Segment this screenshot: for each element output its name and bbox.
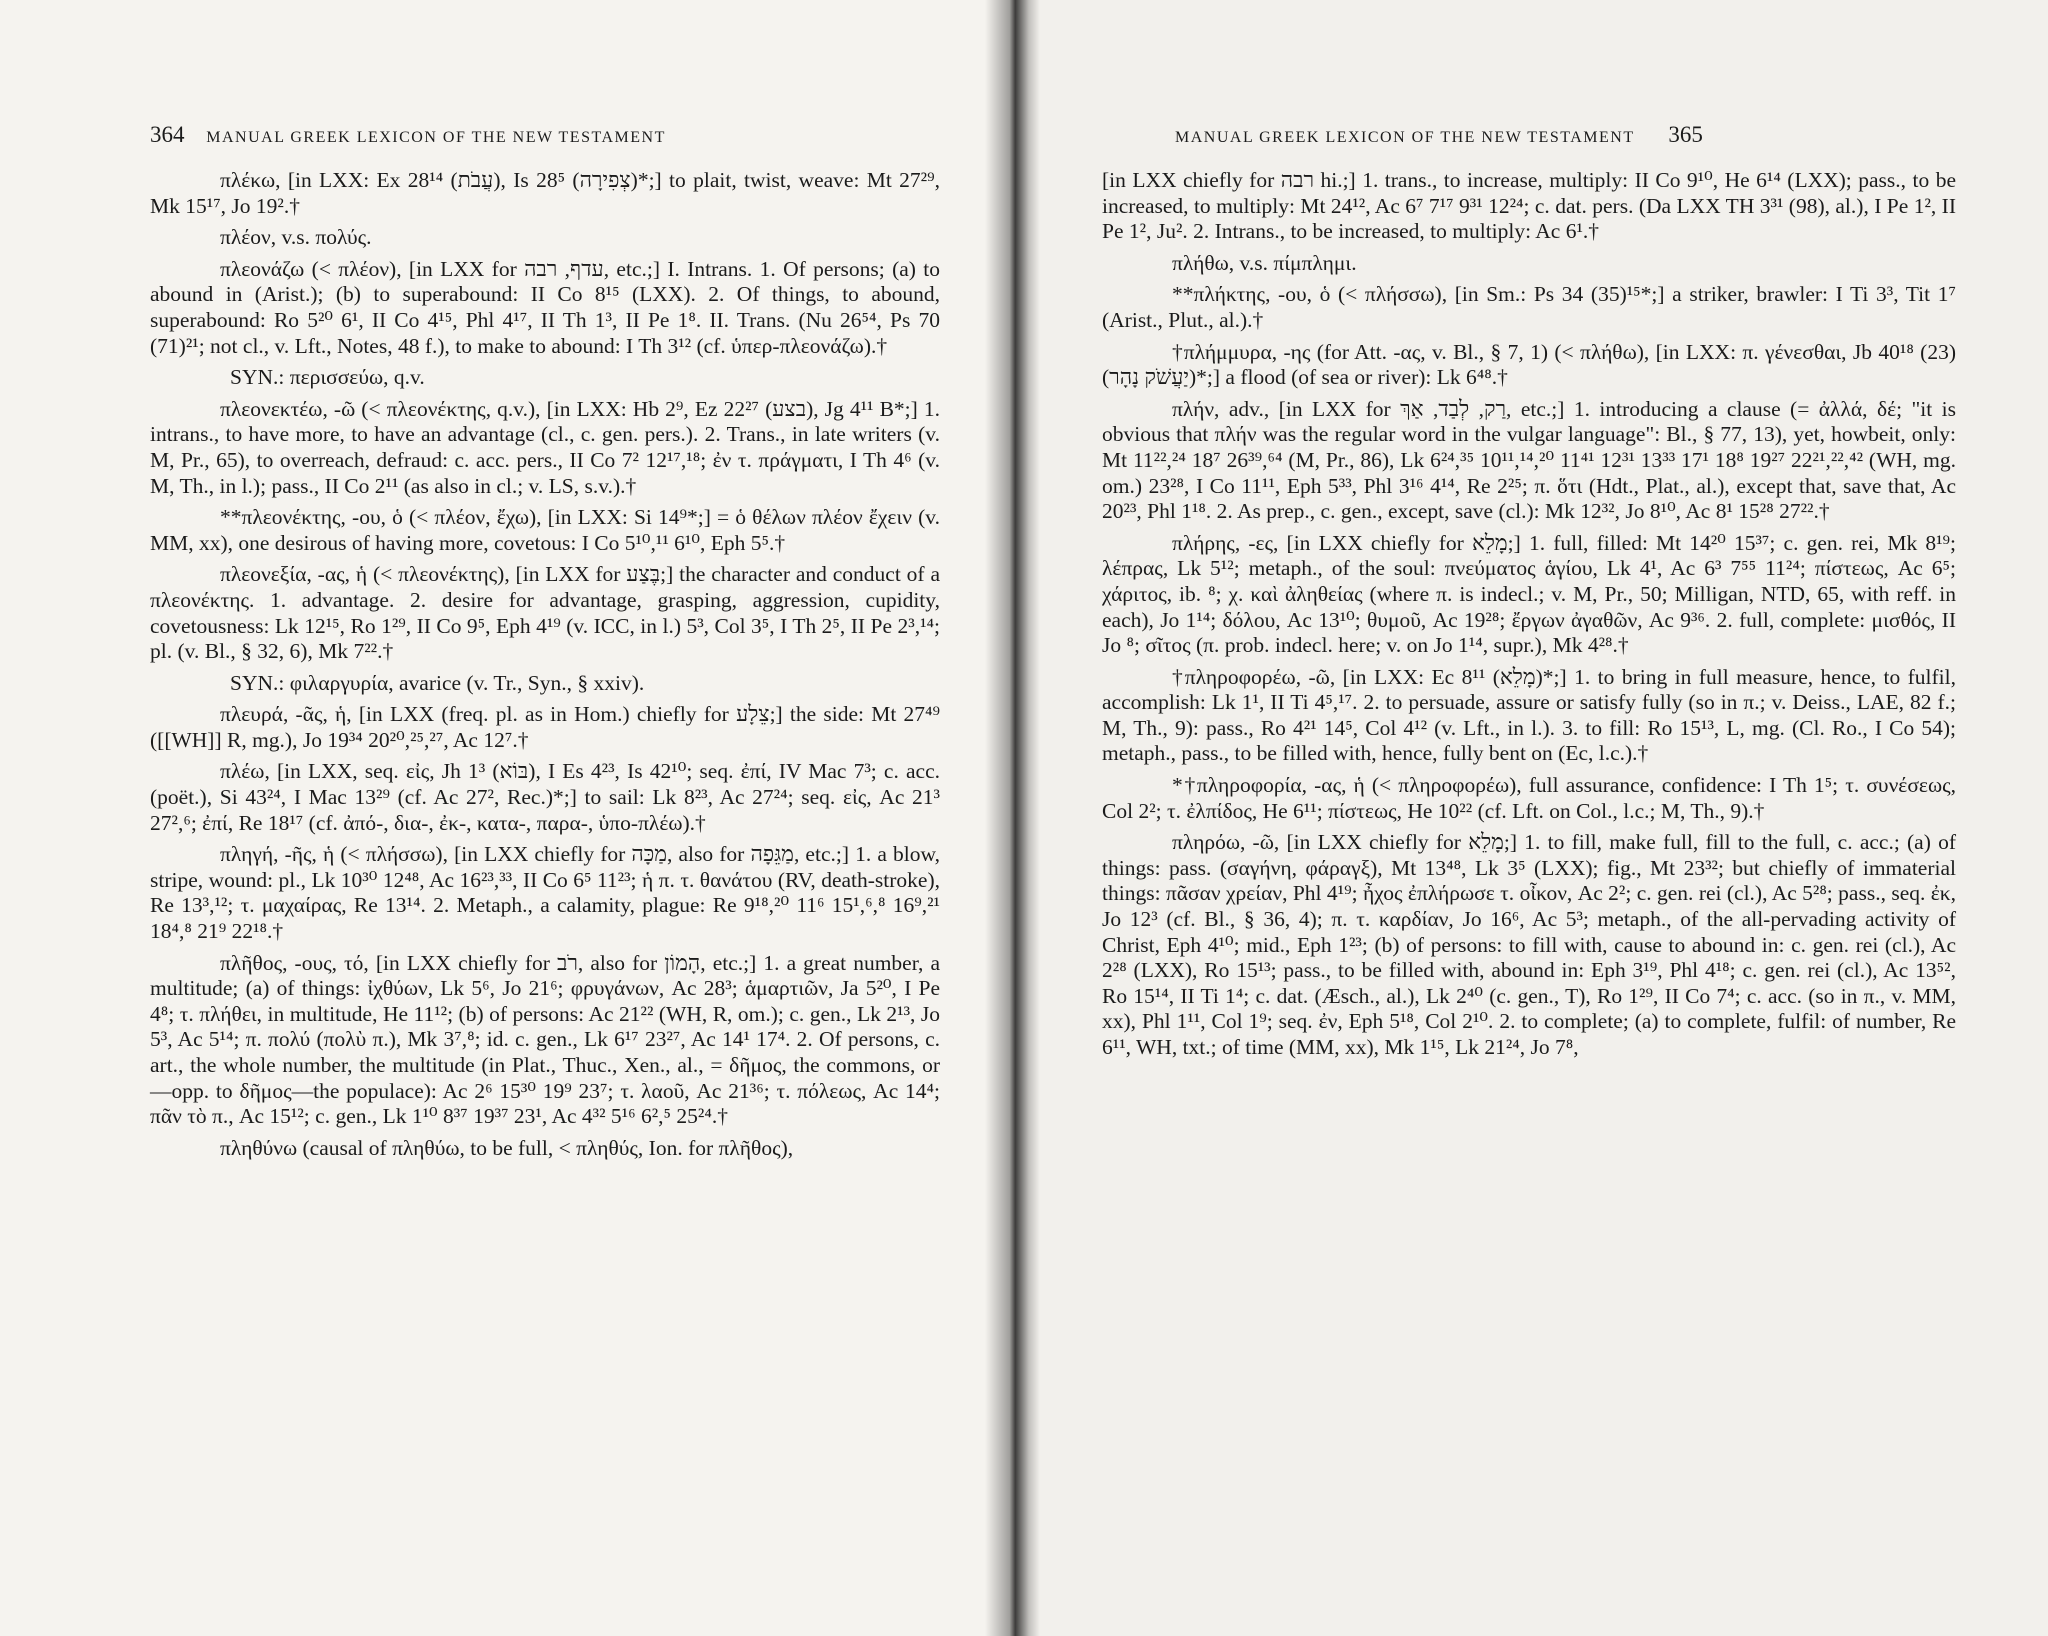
lexicon-entry: πληρόω, -ῶ, [in LXX chiefly for מָלֵא;] 1. to fill, make full, fill to the full, c. acc.; (a) of things: pass. (σαγήνη, φάραγξ), Mt 13⁴⁸, Lk 3⁵ (LXX); fig., Mt 23³²; but chiefly of immaterial things: πᾶσαν χρείαν, Phl 4¹⁹; ἦχος ἐπλήρωσε τ. οἶκον, Ac 2²; c. gen. rei (cl.), Ac 5²⁸; pass., seq. ἐκ, Jo 12³ (cf. Bl., § 36, 4); π. τ. καρδίαν, Jo 16⁶, Ac 5³; metaph., of the all-pervading activity of Christ, Eph 4¹⁰; mid., Eph 1²³; (b) of persons: to fill with, cause to abound in: c. gen. rei (cl.), Ac 2²⁸ (LXX), Ro 15¹³; pass., to be filled with, abound in: Eph 3¹⁹, Phl 4¹⁸; c. gen. rei (cl.), Ac 13⁵², Ro 15¹⁴, II Ti 1⁴; c. dat. (Æsch., al.), Lk 2⁴⁰ (c. gen., T), Ro 1²⁹, II Co 7⁴; c. acc. (so in π., v. MM, xx), Phl 1¹¹, Col 1⁹; seq. ἐν, Eph 5¹⁸, Col 2¹⁰. 2. to complete; (a) to complete, fulfil: of number, Re 6¹¹, WH, txt.; of time (MM, xx), Mk 1¹⁵, Lk 21²⁴, Jo 7⁸, — [1102, 830, 1957, 1059]
lexicon-entry: *†πληροφορία, -ας, ἡ (< πληροφορέω), full assurance, confidence: I Th 1⁵; τ. συνέσεως, Col 2²; τ. ἐλπίδος, He 6¹¹; πίστεως, He 10²² (cf. Lft. on Col., l.c.; M, Th., 9).† — [1102, 773, 1956, 823]
lexicon-entry: πλεονεξία, -ας, ἡ (< πλεονέκτης), [in LXX for בֶּצַע;] the character and conduct of a πλεονέκτης. 1. advantage. 2. desire for advantage, grasping, aggression, cupidity, covetousness: Lk 12¹⁵, Ro 1²⁹, II Co 9⁵, Eph 4¹⁹ (v. ICC, in l.) 5³, Col 3⁵, I Th 2⁵, II Pe 2³,¹⁴; pl. (v. Bl., § 32, 6), Mk 7²².† — [150, 562, 940, 664]
right-page-number: 365 — [1668, 122, 1703, 147]
left-page — [0, 0, 1010, 1636]
right-running-head-title: MANUAL GREEK LEXICON OF THE NEW TESTAMENT — [1175, 129, 1635, 146]
lexicon-entry: πλευρά, -ᾶς, ἡ, [in LXX (freq. pl. as in Hom.) chiefly for צֵלָע;] the side: Mt 27⁴⁹ ([[WH]] R, mg.), Jo 19³⁴ 20²⁰,²⁵,²⁷, Ac 12⁷.† — [150, 702, 941, 752]
lexicon-entry: πληγή, -ῆς, ἡ (< πλήσσω), [in LXX chiefly for מַכָּה, also for מַגֵּפָה, etc.;] 1. a blow, stripe, wound: pl., Lk 10³⁰ 12⁴⁸, Ac 16²³,³³, II Co 6⁵ 11²³; ἡ π. τ. θανάτου (RV, death-stroke), Re 13³,¹²; τ. μαχαίρας, Re 13¹⁴. 2. Metaph., a calamity, plague: Re 9¹⁸,²⁰ 11⁶ 15¹,⁶,⁸ 16⁹,²¹ 18⁴,⁸ 21⁹ 22¹⁸.† — [150, 842, 941, 944]
synonym-note: SYN.: φιλαργυρία, avarice (v. Tr., Syn., § xxiv). — [230, 670, 645, 695]
lexicon-entry: πλεονάζω (< πλέον), [in LXX for עדף, רבה, etc.;] I. Intrans. 1. Of persons; (a) to abound in (Arist.); (b) to superabound: II Co 8¹⁵ (LXX). 2. Of things, to abound, superabound: Ro 5²⁰ 6¹, II Co 4¹⁵, Phl 4¹⁷, II Th 1³, II Pe 1⁸. II. Trans. (Nu 26⁵⁴, Ps 70 (71)²¹; not cl., v. Lft., Notes, 48 f.), to make to abound: I Th 3¹² (cf. ὑπερ-πλεονάζω).† — [150, 256, 940, 358]
book-gutter-shadow — [985, 0, 1040, 1636]
right-page — [1010, 0, 2048, 1636]
left-running-header — [150, 122, 666, 148]
lexicon-entry: **πλήκτης, -ου, ὁ (< πλήσσω), [in Sm.: Ps 34 (35)¹⁵*;] a striker, brawler: I Ti 3³, Tit 1⁷ (Arist., Plut., al.).† — [1102, 282, 1956, 332]
lexicon-entry: πλέον, v.s. πολύς. — [220, 225, 372, 250]
lexicon-entry: †πλήμμυρα, -ης (for Att. -ας, v. Bl., § 7, 1) (< πλήθω), [in LXX: π. γένεσθαι, Jb 40¹⁸ (23) (יַעֲשֹׁק נָהָר)*;] a flood (of sea or river): Lk 6⁴⁸.† — [1102, 339, 1956, 390]
lexicon-entry: πλῆθος, -ους, τό, [in LXX chiefly for רֹב, also for הָמוֹן, etc.;] 1. a great number, a multitude; (a) of things: ἰχθύων, Lk 5⁶, Jo 21⁶; φρυγάνων, Ac 28³; ἁμαρτιῶν, Ja 5²⁰, I Pe 4⁸; τ. πλήθει, in multitude, He 11¹²; (b) of persons: Ac 21²² (WH, R, om.); c. gen., Lk 2¹³, Jo 5³, Ac 5¹⁴; π. πολύ (πολὺ π.), Mk 3⁷,⁸; id. c. gen., Lk 6¹⁷ 23²⁷, Ac 14¹ 17⁴. 2. Of persons, c. art., the whole number, the multitude (in Plat., Thuc., Xen., al., = δῆμος, the commons, or—opp. to δῆμος—the populace): Ac 2⁶ 15³⁰ 19⁹ 23⁷; τ. λαοῦ, Ac 21³⁶; τ. πόλεως, Ac 14⁴; πᾶν τὸ π., Ac 15¹²; c. gen., Lk 1¹⁰ 8³⁷ 19³⁷ 23¹, Ac 4³² 5¹⁶ 6²,⁵ 25²⁴.† — [150, 950, 941, 1129]
left-running-head-title: MANUAL GREEK LEXICON OF THE NEW TESTAMENT — [206, 129, 666, 146]
lexicon-entry: πλήρης, -ες, [in LXX chiefly for מָלֵא;] 1. full, filled: Mt 14²⁰ 15³⁷; c. gen. rei, Mk 8¹⁹; λέπρας, Lk 5¹²; metaph., of the soul: πνεύματος ἁγίου, Lk 4¹, Ac 6³ 7⁵⁵ 11²⁴; πίστεως, Ac 6⁵; χάριτος, ib. ⁸; χ. καὶ ἀληθείας (where π. is indecl.; v. M, Pr., 50; Milligan, NTD, 65, with reff. in each), Jo 1¹⁴; δόλου, Ac 13¹⁰; θυμοῦ, Ac 19²⁸; ἔργων ἀγαθῶν, Ac 9³⁶. 2. full, complete: μισθός, II Jo ⁸; σῖτος (π. prob. indecl. here; v. on Jo 1¹⁴, supr.), Mk 4²⁸.† — [1102, 530, 1956, 658]
lexicon-entry: πλεονεκτέω, -ῶ (< πλεονέκτης, q.v.), [in LXX: Hb 2⁹, Ez 22²⁷ (בצע), Jg 4¹¹ B*;] 1. intrans., to have more, to have an advantage (cl., c. gen. pers.). 2. Trans., in late writers (v. M, Pr., 65), to overreach, defraud: c. acc. pers., II Co 7² 12¹⁷,¹⁸; ἐν τ. πράγματι, I Th 4⁶ (v. M, Th., in l.); pass., II Co 2¹¹ (as also in cl.; v. LS, s.v.).† — [150, 396, 940, 498]
lexicon-entry: πληθύνω (causal of πληθύω, to be full, < πληθύς, Ion. for πλῆθος), — [220, 1135, 794, 1160]
right-running-header — [1175, 122, 1703, 148]
right-page-text — [1102, 168, 1956, 1067]
lexicon-entry: **πλεονέκτης, -ου, ὁ (< πλέον, ἔχω), [in LXX: Si 14⁹*;] = ὁ θέλων πλέον ἔχειν (v. MM, xx), one desirous of having more, covetous: I Co 5¹⁰,¹¹ 6¹⁰, Eph 5⁵.† — [150, 505, 940, 555]
left-page-text — [150, 168, 940, 1167]
left-page-number: 364 — [150, 122, 185, 147]
lexicon-entry-continuation: [in LXX chiefly for רבה hi.;] 1. trans., to increase, multiply: II Co 9¹⁰, He 6¹⁴ (LXX); pass., to be increased, to multiply: Mt 24¹², Ac 6⁷ 7¹⁷ 9³¹ 12²⁴; c. dat. pers. (Da LXX TH 3³¹ (98), al.), I Pe 1², II Pe 1², Ju². 2. Intrans., to be increased, to multiply: Ac 6¹.† — [1102, 168, 1956, 244]
lexicon-entry: πλέω, [in LXX, seq. εἰς, Jh 1³ (בּוֹא), I Es 4²³, Is 42¹⁰; seq. ἐπί, IV Mac 7³; c. acc. (poët.), Si 43²⁴, I Mac 13²⁹ (cf. Ac 27², Rec.)*;] to sail: Lk 8²³, Ac 27²⁴; seq. εἰς, Ac 21³ 27²,⁶; ἐπί, Re 18¹⁷ (cf. ἀπό-, δια-, ἐκ-, κατα-, παρα-, ὑπο-πλέω).† — [150, 759, 940, 835]
lexicon-entry: πλήθω, v.s. πίμπλημι. — [1172, 250, 1357, 275]
synonym-note: SYN.: περισσεύω, q.v. — [230, 365, 425, 390]
lexicon-entry: †πληροφορέω, -ῶ, [in LXX: Ec 8¹¹ (מָלֵא)*;] 1. to bring in full measure, hence, to fulfil, accomplish: Lk 1¹, II Ti 4⁵,¹⁷. 2. to persuade, assure or satisfy fully (so in π.; v. Deiss., LAE, 82 f.; M, Th., 9): pass., Ro 4²¹ 14⁵, Col 4¹² (v. Lft., in l.). 3. to fill: Ro 15¹³, L, mg. (Cl. Ro., I Co 54); metaph., pass., to be filled with, hence, fully bent on (Ec, l.c.).† — [1102, 664, 1957, 766]
lexicon-entry: πλήν, adv., [in LXX for רַק, לְבַד, אַךְ, etc.;] 1. introducing a clause (= ἀλλά, δέ; "it is obvious that πλήν was the regular word in the vulgar language": Bl., § 77, 13), yet, howbeit, only: Mt 11²²,²⁴ 18⁷ 26³⁹,⁶⁴ (M, Pr., 86), Lk 6²⁴,³⁵ 10¹¹,¹⁴,²⁰ 11⁴¹ 12³¹ 13³³ 17¹ 18⁸ 19²⁷ 22²¹,²²,⁴² (WH, mg. om.) 23²⁸, I Co 11¹¹, Eph 5³³, Phl 3¹⁶ 4¹⁴, Re 2²⁵; π. ὅτι (Hdt., Plat., al.), except that, save that, Ac 20²³, Phl 1¹⁸. 2. As prep., c. gen., except, save (cl.): Mk 12³², Jo 8¹⁰, Ac 8¹ 15²⁸ 27²².† — [1102, 396, 1957, 524]
lexicon-entry: πλέκω, [in LXX: Ex 28¹⁴ (עֲבֹת), Is 28⁵ (צְפִירָה)*;] to plait, twist, weave: Mt 27²⁹, Mk 15¹⁷, Jo 19².† — [150, 168, 941, 218]
